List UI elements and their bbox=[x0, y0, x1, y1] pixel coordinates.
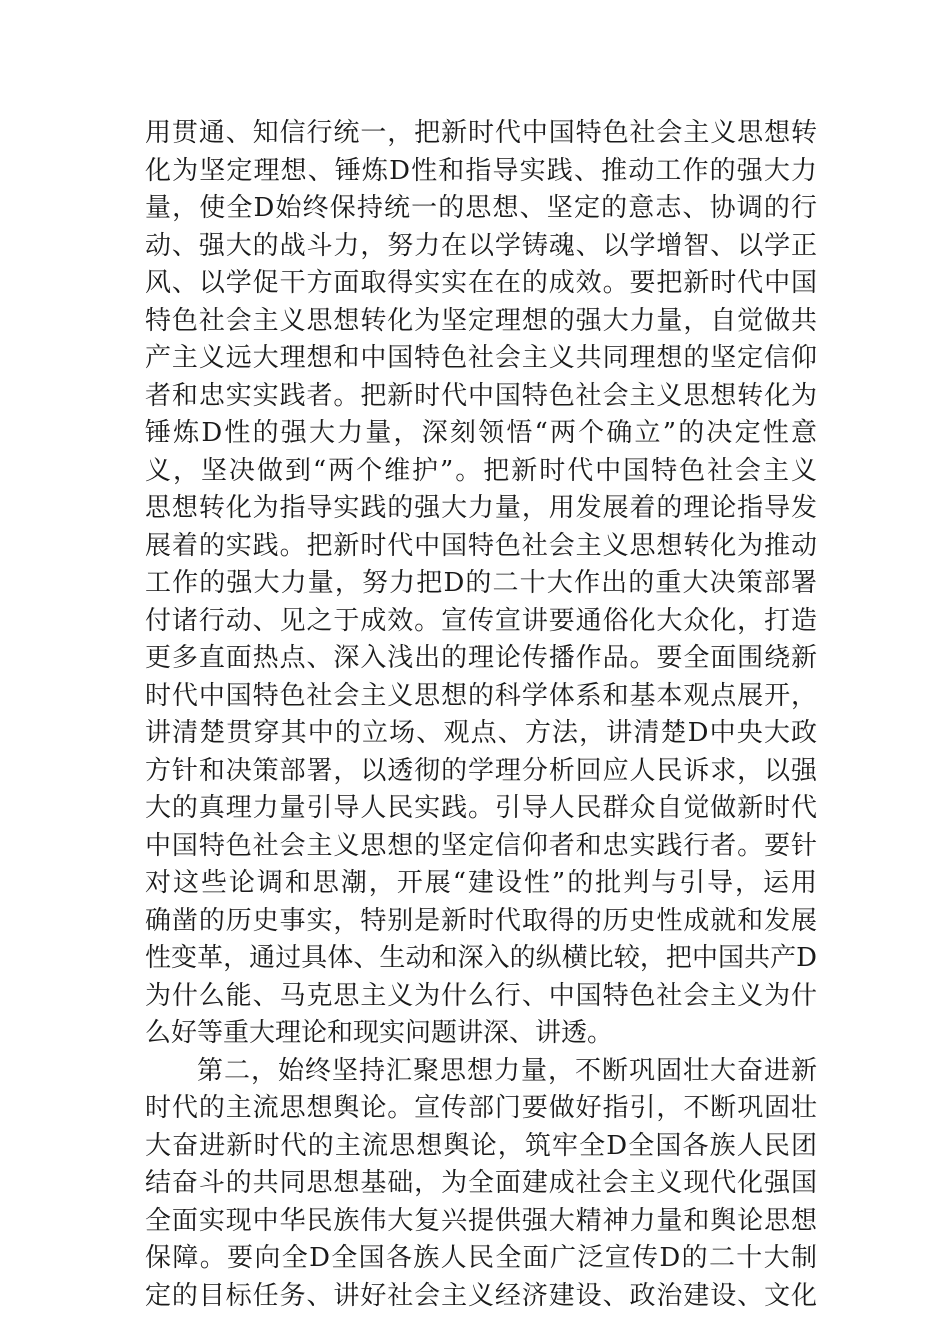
text-line: 全面实现中华民族伟大复兴提供强大精神力量和舆论思想 bbox=[145, 1205, 817, 1236]
text-line: 付诸行动、见之于成效。宣传宣讲要通俗化大众化，打造 bbox=[145, 605, 817, 636]
text-line: 结奋斗的共同思想基础，为全面建成社会主义现代化强国 bbox=[145, 1168, 817, 1198]
text-line: 风、以学促干方面取得实实在在的成效。要把新时代中国 bbox=[145, 268, 817, 298]
body-text bbox=[145, 115, 817, 1315]
text-line: 保障。要向全D全国各族人民全面广泛宣传D的二十大制 bbox=[145, 1243, 817, 1273]
text-line: 时代的主流思想舆论。宣传部门要做好指引，不断巩固壮 bbox=[145, 1093, 817, 1123]
text-line: 大奋进新时代的主流思想舆论，筑牢全D全国各族人民团 bbox=[145, 1130, 817, 1161]
text-line: 化为坚定理想、锤炼D性和指导实践、推动工作的强大力 bbox=[145, 155, 817, 186]
text-line: 展着的实践。把新时代中国特色社会主义思想转化为推动 bbox=[145, 530, 817, 561]
text-line: 中国特色社会主义思想的坚定信仰者和忠实践行者。要针 bbox=[145, 830, 817, 861]
text-line: 锤炼D性的强大力量，深刻领悟“两个确立”的决定性意 bbox=[145, 418, 817, 448]
text-line: 特色社会主义思想转化为坚定理想的强大力量，自觉做共 bbox=[145, 305, 817, 336]
text-line: 工作的强大力量，努力把D的二十大作出的重大决策部署 bbox=[145, 568, 817, 598]
paragraph-end-line: 么好等重大理论和现实问题讲深、讲透。 bbox=[145, 1018, 614, 1048]
text-line: 定的目标任务、讲好社会主义经济建设、政治建设、文化 bbox=[145, 1280, 817, 1311]
text-line: 时代中国特色社会主义思想的科学体系和基本观点展开， bbox=[145, 680, 817, 711]
text-line: 用贯通、知信行统一，把新时代中国特色社会主义思想转 bbox=[145, 118, 817, 148]
text-line: 更多直面热点、深入浅出的理论传播作品。要全面围绕新 bbox=[145, 643, 817, 673]
text-line: 确凿的历史事实，特别是新时代取得的历史性成就和发展 bbox=[145, 905, 817, 936]
text-line: 动、强大的战斗力，努力在以学铸魂、以学增智、以学正 bbox=[145, 230, 817, 261]
text-line: 大的真理力量引导人民实践。引导人民群众自觉做新时代 bbox=[145, 793, 817, 823]
text-line: 义，坚决做到“两个维护”。把新时代中国特色社会主义 bbox=[145, 455, 817, 486]
text-line: 思想转化为指导实践的强大力量，用发展着的理论指导发 bbox=[145, 493, 817, 523]
text-line: 量，使全D始终保持统一的思想、坚定的意志、协调的行 bbox=[145, 193, 817, 223]
text-line: 方针和决策部署，以透彻的学理分析回应人民诉求，以强 bbox=[145, 755, 817, 786]
text-line: 性变革，通过具体、生动和深入的纵横比较，把中国共产D bbox=[145, 943, 817, 973]
text-line: 讲清楚贯穿其中的立场、观点、方法，讲清楚D中央大政 bbox=[145, 718, 817, 748]
text-line: 者和忠实实践者。把新时代中国特色社会主义思想转化为 bbox=[145, 380, 817, 411]
text-line: 产主义远大理想和中国特色社会主义共同理想的坚定信仰 bbox=[145, 343, 817, 373]
text-line: 对这些论调和思潮，开展“建设性”的批判与引导，运用 bbox=[145, 868, 817, 898]
text-line: 为什么能、马克思主义为什么行、中国特色社会主义为什 bbox=[145, 980, 817, 1011]
paragraph-start-line: 第二，始终坚持汇聚思想力量，不断巩固壮大奋进新 bbox=[197, 1055, 817, 1086]
